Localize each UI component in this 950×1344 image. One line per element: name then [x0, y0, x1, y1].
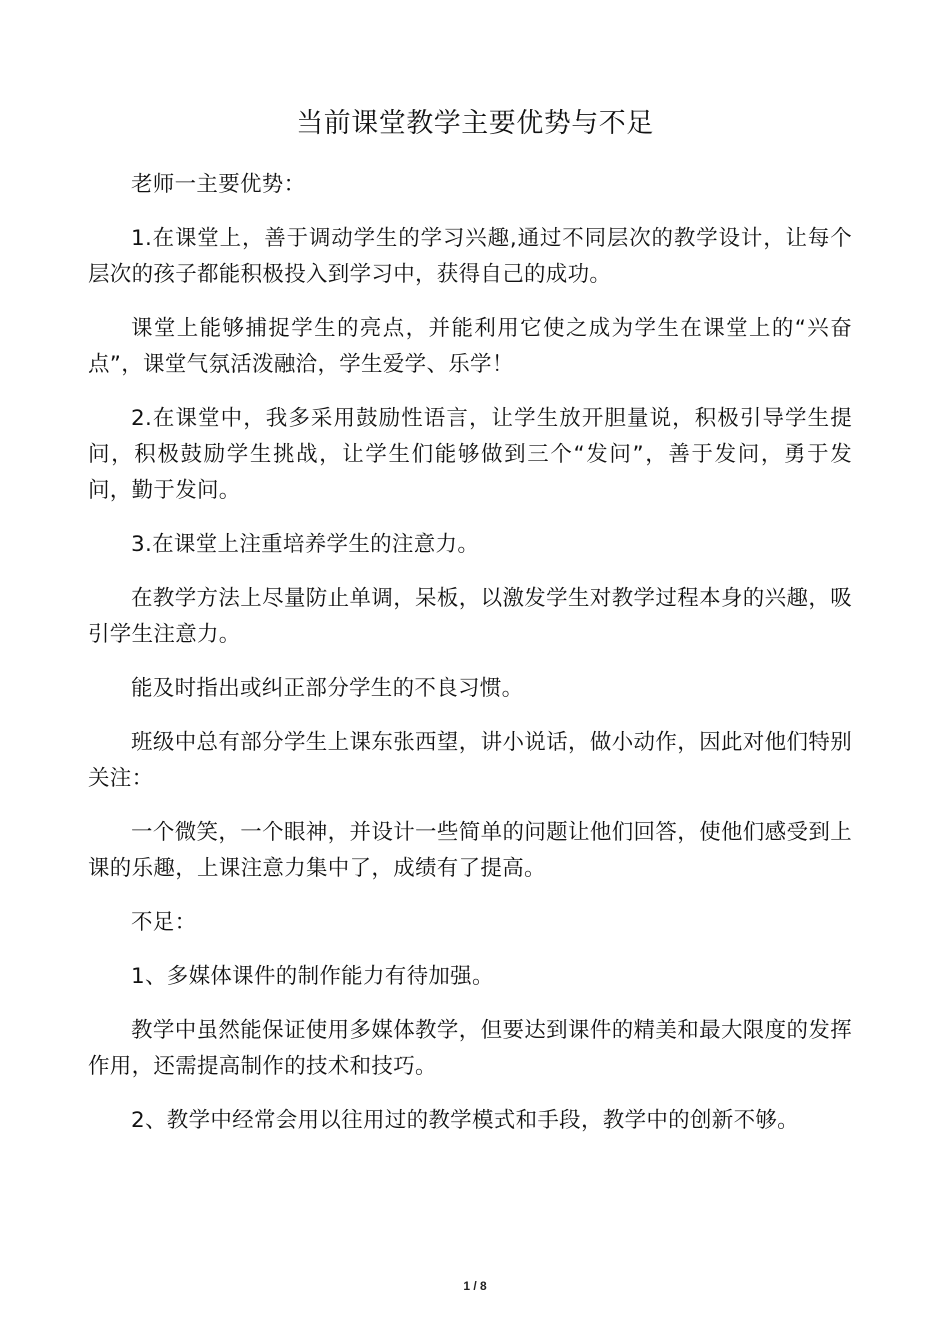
paragraph: 课堂上能够捕捉学生的亮点，并能利用它使之成为学生在课堂上的“兴奋点”，课堂气氛活泼融洽，学生爱学、乐学！ — [88, 316, 852, 377]
paragraph: 1、多媒体课件的制作能力有待加强。 — [131, 964, 494, 989]
paragraph: 老师一主要优势： — [131, 172, 306, 197]
paragraph: 2.在课堂中，我多采用鼓励性语言，让学生放开胆量说，积极引导学生提问，积极鼓励学生挑战，让学生们能够做到三个“发问”，善于发问，勇于发问，勤于发问。 — [88, 406, 852, 503]
paragraph: 1.在课堂上，善于调动学生的学习兴趣,通过不同层次的教学设计，让每个层次的孩子都能积极投入到学习中，获得自己的成功。 — [88, 226, 852, 287]
paragraph: 班级中总有部分学生上课东张西望，讲小说话，做小动作，因此对他们特别关注： — [88, 730, 852, 791]
paragraph: 能及时指出或纠正部分学生的不良习惯。 — [131, 676, 524, 701]
paragraph: 2、教学中经常会用以往用过的教学模式和手段，教学中的创新不够。 — [131, 1108, 799, 1133]
paragraph: 不足： — [131, 910, 197, 935]
paragraph: 在教学方法上尽量防止单调，呆板，以激发学生对教学过程本身的兴趣，吸引学生注意力。 — [88, 586, 852, 647]
document-title: 当前课堂教学主要优势与不足 — [296, 108, 654, 139]
paragraph: 3.在课堂上注重培养学生的注意力。 — [131, 532, 480, 557]
document-body — [88, 167, 852, 1157]
paragraph: 一个微笑，一个眼神，并设计一些简单的问题让他们回答，使他们感受到上课的乐趣，上课注意力集中了，成绩有了提高。 — [88, 820, 852, 881]
page-number: 1 / 8 — [463, 1279, 487, 1293]
paragraph: 教学中虽然能保证使用多媒体教学，但要达到课件的精美和最大限度的发挥作用，还需提高制作的技术和技巧。 — [88, 1018, 852, 1079]
